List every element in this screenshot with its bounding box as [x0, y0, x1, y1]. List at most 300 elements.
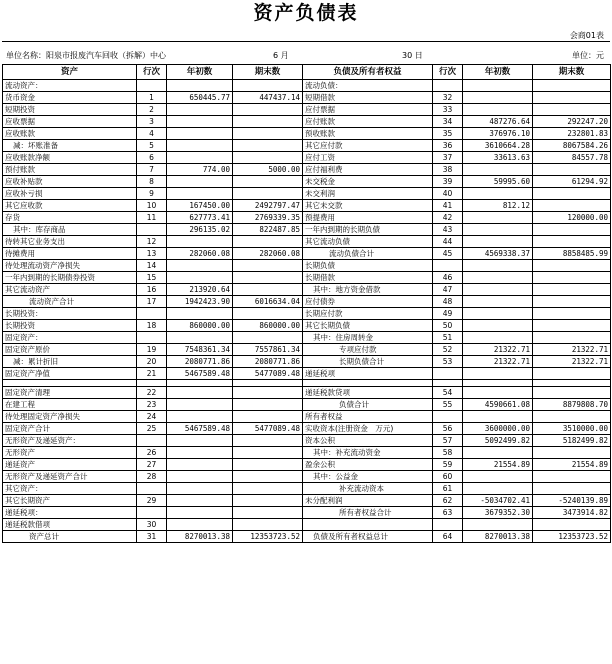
- liability-end-cell: [533, 224, 611, 236]
- liability-line-cell: 41: [433, 200, 463, 212]
- liability-line-cell: 55: [433, 399, 463, 411]
- table-row: [3, 435, 611, 447]
- liability-end-cell: [533, 272, 611, 284]
- table-row: [3, 296, 611, 308]
- table-row: [3, 519, 611, 531]
- liability-name-cell: [303, 519, 433, 531]
- liability-line-cell: 60: [433, 471, 463, 483]
- liability-line-cell: [433, 260, 463, 272]
- balance-sheet-table: [2, 64, 611, 543]
- asset-line-cell: 6: [137, 152, 167, 164]
- asset-line-cell: [137, 308, 167, 320]
- table-row: [3, 356, 611, 368]
- asset-end-cell: [233, 387, 303, 399]
- liability-end-cell: 232801.83: [533, 128, 611, 140]
- asset-line-cell: 24: [137, 411, 167, 423]
- asset-begin-cell: [167, 471, 233, 483]
- liability-end-cell: [533, 164, 611, 176]
- asset-name-cell: 无形资产及递延资产合计: [3, 471, 137, 483]
- asset-line-cell: 16: [137, 284, 167, 296]
- asset-begin-cell: 5467589.48: [167, 423, 233, 435]
- liability-end-cell: 84557.78: [533, 152, 611, 164]
- liability-name-cell: 递延税项: [303, 368, 433, 380]
- liability-begin-cell: 21322.71: [463, 356, 533, 368]
- asset-end-cell: 447437.14: [233, 92, 303, 104]
- asset-name-cell: 应收票据: [3, 116, 137, 128]
- asset-begin-cell: [167, 236, 233, 248]
- liability-name-cell: 其它长期负债: [303, 320, 433, 332]
- liability-name-cell: 其中：住房周转金: [303, 332, 433, 344]
- liability-name-cell: 资本公积: [303, 435, 433, 447]
- asset-end-cell: 822487.85: [233, 224, 303, 236]
- liability-line-cell: 39: [433, 176, 463, 188]
- asset-end-cell: [233, 260, 303, 272]
- spacer-cell: [137, 380, 167, 387]
- liability-end-cell: [533, 296, 611, 308]
- spacer-cell: [533, 380, 611, 387]
- table-row: [3, 164, 611, 176]
- table-row: [3, 332, 611, 344]
- asset-begin-cell: [167, 483, 233, 495]
- liability-end-cell: 61294.92: [533, 176, 611, 188]
- liability-begin-cell: [463, 308, 533, 320]
- table-row: [3, 368, 611, 380]
- table-row: [3, 531, 611, 543]
- asset-line-cell: 9: [137, 188, 167, 200]
- table-row: [3, 224, 611, 236]
- asset-line-cell: 3: [137, 116, 167, 128]
- liability-line-cell: 49: [433, 308, 463, 320]
- liability-begin-cell: 812.12: [463, 200, 533, 212]
- asset-line-cell: 27: [137, 459, 167, 471]
- liability-line-cell: 45: [433, 248, 463, 260]
- asset-name-cell: 待摊费用: [3, 248, 137, 260]
- liability-begin-cell: 21554.89: [463, 459, 533, 471]
- asset-name-cell: 递延税款借项: [3, 519, 137, 531]
- asset-name-cell: 固定资产净值: [3, 368, 137, 380]
- asset-line-cell: 19: [137, 344, 167, 356]
- liability-begin-cell: [463, 320, 533, 332]
- table-row: [3, 308, 611, 320]
- liability-end-cell: 3510000.00: [533, 423, 611, 435]
- liability-begin-cell: [463, 236, 533, 248]
- asset-end-cell: [233, 140, 303, 152]
- asset-begin-cell: [167, 80, 233, 92]
- liability-begin-cell: [463, 387, 533, 399]
- asset-name-cell: 无形资产: [3, 447, 137, 459]
- col-asset-line: 行次: [137, 65, 167, 80]
- asset-end-cell: 12353723.52: [233, 531, 303, 543]
- asset-name-cell: 长期投资：: [3, 308, 137, 320]
- asset-line-cell: 2: [137, 104, 167, 116]
- asset-begin-cell: [167, 260, 233, 272]
- asset-line-cell: 31: [137, 531, 167, 543]
- table-row: [3, 248, 611, 260]
- liability-line-cell: 32: [433, 92, 463, 104]
- liability-end-cell: [533, 471, 611, 483]
- asset-begin-cell: [167, 399, 233, 411]
- liability-line-cell: 44: [433, 236, 463, 248]
- liability-begin-cell: [463, 519, 533, 531]
- liability-line-cell: 58: [433, 447, 463, 459]
- liability-name-cell: 其它未交款: [303, 200, 433, 212]
- table-row: [3, 320, 611, 332]
- liability-name-cell: 递延税款贷项: [303, 387, 433, 399]
- asset-end-cell: [233, 332, 303, 344]
- table-row: [3, 471, 611, 483]
- table-row: [3, 447, 611, 459]
- asset-begin-cell: [167, 435, 233, 447]
- asset-name-cell: 固定资产原价: [3, 344, 137, 356]
- asset-line-cell: [137, 224, 167, 236]
- table-row: [3, 272, 611, 284]
- asset-line-cell: 10: [137, 200, 167, 212]
- liability-line-cell: [433, 368, 463, 380]
- liability-end-cell: [533, 368, 611, 380]
- table-row: [3, 236, 611, 248]
- asset-begin-cell: [167, 104, 233, 116]
- liability-name-cell: 长期负债: [303, 260, 433, 272]
- asset-end-cell: [233, 459, 303, 471]
- asset-begin-cell: 213920.64: [167, 284, 233, 296]
- liability-begin-cell: [463, 224, 533, 236]
- table-body: [3, 80, 611, 543]
- asset-line-cell: 11: [137, 212, 167, 224]
- liability-name-cell: 长期借款: [303, 272, 433, 284]
- liability-begin-cell: 33613.63: [463, 152, 533, 164]
- asset-name-cell: 其它流动资产: [3, 284, 137, 296]
- liability-begin-cell: 8270013.38: [463, 531, 533, 543]
- asset-end-cell: 2492797.47: [233, 200, 303, 212]
- asset-name-cell: 货币资金: [3, 92, 137, 104]
- liability-line-cell: 62: [433, 495, 463, 507]
- liability-name-cell: 一年内到期的长期负债: [303, 224, 433, 236]
- asset-line-cell: 7: [137, 164, 167, 176]
- liability-begin-cell: [463, 80, 533, 92]
- asset-end-cell: [233, 447, 303, 459]
- asset-line-cell: 12: [137, 236, 167, 248]
- liability-name-cell: 应付福利费: [303, 164, 433, 176]
- asset-line-cell: 14: [137, 260, 167, 272]
- liability-begin-cell: [463, 483, 533, 495]
- table-row: [3, 260, 611, 272]
- liability-end-cell: 21322.71: [533, 356, 611, 368]
- liability-end-cell: 21322.71: [533, 344, 611, 356]
- asset-begin-cell: 167450.00: [167, 200, 233, 212]
- liability-begin-cell: [463, 471, 533, 483]
- liability-line-cell: 48: [433, 296, 463, 308]
- asset-line-cell: 22: [137, 387, 167, 399]
- asset-line-cell: [137, 483, 167, 495]
- asset-line-cell: 20: [137, 356, 167, 368]
- liability-end-cell: [533, 411, 611, 423]
- asset-end-cell: 2769339.35: [233, 212, 303, 224]
- table-row: [3, 80, 611, 92]
- liability-end-cell: [533, 236, 611, 248]
- liability-name-cell: 负债及所有者权益总计: [303, 531, 433, 543]
- col-asset-begin: 年初数: [167, 65, 233, 80]
- asset-line-cell: 13: [137, 248, 167, 260]
- asset-line-cell: 18: [137, 320, 167, 332]
- unit-name: 单位名称：阳泉市报废汽车回收（拆解）中心: [6, 51, 166, 60]
- asset-line-cell: 17: [137, 296, 167, 308]
- spacer-row: [3, 380, 611, 387]
- liability-name-cell: 负债合计: [303, 399, 433, 411]
- liability-line-cell: 54: [433, 387, 463, 399]
- asset-end-cell: 282060.08: [233, 248, 303, 260]
- liability-begin-cell: [463, 411, 533, 423]
- asset-begin-cell: [167, 176, 233, 188]
- asset-end-cell: [233, 411, 303, 423]
- asset-begin-cell: 8270013.38: [167, 531, 233, 543]
- table-row: [3, 176, 611, 188]
- asset-line-cell: 21: [137, 368, 167, 380]
- liability-line-cell: 61: [433, 483, 463, 495]
- liability-name-cell: 长期负债合计: [303, 356, 433, 368]
- liability-name-cell: 补充流动资本: [303, 483, 433, 495]
- liability-begin-cell: [463, 284, 533, 296]
- liability-name-cell: 短期借款: [303, 92, 433, 104]
- liability-begin-cell: [463, 332, 533, 344]
- asset-line-cell: 1: [137, 92, 167, 104]
- table-row: [3, 212, 611, 224]
- liability-line-cell: 53: [433, 356, 463, 368]
- liability-line-cell: [433, 411, 463, 423]
- asset-line-cell: 8: [137, 176, 167, 188]
- table-row: [3, 116, 611, 128]
- spacer-cell: [303, 380, 433, 387]
- liability-begin-cell: 5092499.82: [463, 435, 533, 447]
- table-row: [3, 483, 611, 495]
- table-row: [3, 188, 611, 200]
- liability-line-cell: 43: [433, 224, 463, 236]
- asset-name-cell: 应收补贴款: [3, 176, 137, 188]
- liability-end-cell: 8858485.99: [533, 248, 611, 260]
- liability-line-cell: [433, 519, 463, 531]
- asset-end-cell: 860000.00: [233, 320, 303, 332]
- liability-line-cell: 35: [433, 128, 463, 140]
- liability-begin-cell: [463, 260, 533, 272]
- liability-name-cell: 其中：公益金: [303, 471, 433, 483]
- liability-begin-cell: [463, 164, 533, 176]
- liability-line-cell: 47: [433, 284, 463, 296]
- liability-line-cell: 33: [433, 104, 463, 116]
- asset-name-cell: 固定资产：: [3, 332, 137, 344]
- liability-line-cell: 42: [433, 212, 463, 224]
- liability-name-cell: 其中：地方资金借款: [303, 284, 433, 296]
- asset-name-cell: 短期投资: [3, 104, 137, 116]
- asset-line-cell: 25: [137, 423, 167, 435]
- asset-end-cell: [233, 399, 303, 411]
- liability-line-cell: 63: [433, 507, 463, 519]
- liability-end-cell: [533, 387, 611, 399]
- asset-name-cell: 资产总计: [3, 531, 137, 543]
- asset-name-cell: 待处理固定资产净损失: [3, 411, 137, 423]
- asset-end-cell: [233, 507, 303, 519]
- asset-end-cell: 6016634.04: [233, 296, 303, 308]
- liability-begin-cell: 376976.10: [463, 128, 533, 140]
- asset-name-cell: 预付账款: [3, 164, 137, 176]
- currency-unit: 单位：元: [572, 51, 604, 60]
- asset-end-cell: [233, 152, 303, 164]
- liability-end-cell: 8879808.70: [533, 399, 611, 411]
- liability-end-cell: [533, 447, 611, 459]
- liability-begin-cell: -5034702.41: [463, 495, 533, 507]
- asset-begin-cell: [167, 140, 233, 152]
- liability-begin-cell: 487276.64: [463, 116, 533, 128]
- spacer-cell: [463, 380, 533, 387]
- table-row: [3, 423, 611, 435]
- table-row: [3, 459, 611, 471]
- asset-name-cell: 流动资产：: [3, 80, 137, 92]
- liability-begin-cell: 21322.71: [463, 344, 533, 356]
- asset-begin-cell: 1942423.90: [167, 296, 233, 308]
- asset-begin-cell: 650445.77: [167, 92, 233, 104]
- asset-end-cell: [233, 80, 303, 92]
- liability-name-cell: 应付票据: [303, 104, 433, 116]
- asset-name-cell: 递延资产: [3, 459, 137, 471]
- liability-end-cell: [533, 92, 611, 104]
- asset-begin-cell: [167, 272, 233, 284]
- asset-end-cell: [233, 284, 303, 296]
- asset-begin-cell: [167, 411, 233, 423]
- liability-begin-cell: 3610664.28: [463, 140, 533, 152]
- asset-line-cell: 26: [137, 447, 167, 459]
- asset-name-cell: 递延税项：: [3, 507, 137, 519]
- asset-name-cell: 无形资产及递延资产：: [3, 435, 137, 447]
- liability-begin-cell: 3600000.00: [463, 423, 533, 435]
- liability-line-cell: 56: [433, 423, 463, 435]
- liability-name-cell: 未交利润: [303, 188, 433, 200]
- asset-begin-cell: 774.00: [167, 164, 233, 176]
- asset-name-cell: 一年内到期的长期债券投资: [3, 272, 137, 284]
- liability-line-cell: 52: [433, 344, 463, 356]
- spacer-cell: [3, 380, 137, 387]
- asset-name-cell: 在建工程: [3, 399, 137, 411]
- liability-end-cell: [533, 308, 611, 320]
- liability-line-cell: 37: [433, 152, 463, 164]
- asset-begin-cell: 296135.02: [167, 224, 233, 236]
- asset-end-cell: [233, 483, 303, 495]
- liability-end-cell: 12353723.52: [533, 531, 611, 543]
- asset-line-cell: [137, 435, 167, 447]
- liability-line-cell: 59: [433, 459, 463, 471]
- top-rule: [2, 41, 610, 42]
- liability-name-cell: 应付工资: [303, 152, 433, 164]
- asset-begin-cell: 282060.08: [167, 248, 233, 260]
- spacer-cell: [233, 380, 303, 387]
- asset-end-cell: [233, 176, 303, 188]
- liability-begin-cell: 4569338.37: [463, 248, 533, 260]
- asset-name-cell: 固定资产合计: [3, 423, 137, 435]
- liability-begin-cell: [463, 104, 533, 116]
- liability-name-cell: 预收账款: [303, 128, 433, 140]
- asset-begin-cell: [167, 308, 233, 320]
- liability-end-cell: [533, 104, 611, 116]
- liability-end-cell: [533, 320, 611, 332]
- header-row: [3, 65, 611, 80]
- asset-name-cell: 其它应收款: [3, 200, 137, 212]
- liability-line-cell: 40: [433, 188, 463, 200]
- liability-end-cell: 120000.00: [533, 212, 611, 224]
- asset-name-cell: 其它长期资产: [3, 495, 137, 507]
- report-title: 资产负债表: [253, 2, 359, 24]
- asset-end-cell: [233, 435, 303, 447]
- asset-name-cell: 其它资产：: [3, 483, 137, 495]
- liability-begin-cell: [463, 447, 533, 459]
- liability-end-cell: 292247.20: [533, 116, 611, 128]
- asset-line-cell: 4: [137, 128, 167, 140]
- table-row: [3, 284, 611, 296]
- col-liability-begin: 年初数: [463, 65, 533, 80]
- asset-name-cell: 待转其它业务支出: [3, 236, 137, 248]
- liability-name-cell: 实收资本(注册资金 万元): [303, 423, 433, 435]
- table-row: [3, 411, 611, 423]
- asset-begin-cell: [167, 495, 233, 507]
- asset-begin-cell: [167, 507, 233, 519]
- asset-name-cell: 减：坏账准备: [3, 140, 137, 152]
- table-row: [3, 200, 611, 212]
- liability-name-cell: 其它流动负债: [303, 236, 433, 248]
- asset-end-cell: [233, 188, 303, 200]
- liability-name-cell: 其它应付款: [303, 140, 433, 152]
- asset-end-cell: 5477089.48: [233, 423, 303, 435]
- asset-line-cell: [137, 332, 167, 344]
- asset-line-cell: 30: [137, 519, 167, 531]
- asset-name-cell: 流动资产合计: [3, 296, 137, 308]
- asset-begin-cell: [167, 332, 233, 344]
- report-month: 6 月: [273, 51, 289, 60]
- spacer-cell: [433, 380, 463, 387]
- liability-begin-cell: 4590661.08: [463, 399, 533, 411]
- asset-begin-cell: [167, 387, 233, 399]
- asset-end-cell: [233, 495, 303, 507]
- asset-line-cell: 28: [137, 471, 167, 483]
- asset-line-cell: 15: [137, 272, 167, 284]
- asset-line-cell: 23: [137, 399, 167, 411]
- table-row: [3, 399, 611, 411]
- liability-line-cell: 50: [433, 320, 463, 332]
- liability-name-cell: 流动负债：: [303, 80, 433, 92]
- asset-name-cell: 应收账款: [3, 128, 137, 140]
- asset-begin-cell: [167, 459, 233, 471]
- asset-name-cell: 待处理流动资产净损失: [3, 260, 137, 272]
- asset-end-cell: [233, 308, 303, 320]
- asset-begin-cell: 860000.00: [167, 320, 233, 332]
- asset-end-cell: 5477089.48: [233, 368, 303, 380]
- liability-end-cell: 3473914.82: [533, 507, 611, 519]
- liability-name-cell: 未分配利润: [303, 495, 433, 507]
- liability-end-cell: 21554.89: [533, 459, 611, 471]
- liability-name-cell: 应付债券: [303, 296, 433, 308]
- liability-name-cell: 流动负债合计: [303, 248, 433, 260]
- asset-name-cell: 长期投资: [3, 320, 137, 332]
- liability-end-cell: [533, 188, 611, 200]
- liability-line-cell: 64: [433, 531, 463, 543]
- liability-end-cell: 5182499.82: [533, 435, 611, 447]
- liability-line-cell: 34: [433, 116, 463, 128]
- table-row: [3, 507, 611, 519]
- liability-begin-cell: [463, 368, 533, 380]
- asset-name-cell: 存货: [3, 212, 137, 224]
- asset-line-cell: [137, 80, 167, 92]
- liability-end-cell: 8067584.26: [533, 140, 611, 152]
- asset-line-cell: [137, 507, 167, 519]
- table-row: [3, 92, 611, 104]
- liability-begin-cell: 59995.60: [463, 176, 533, 188]
- asset-begin-cell: [167, 152, 233, 164]
- asset-end-cell: 5000.00: [233, 164, 303, 176]
